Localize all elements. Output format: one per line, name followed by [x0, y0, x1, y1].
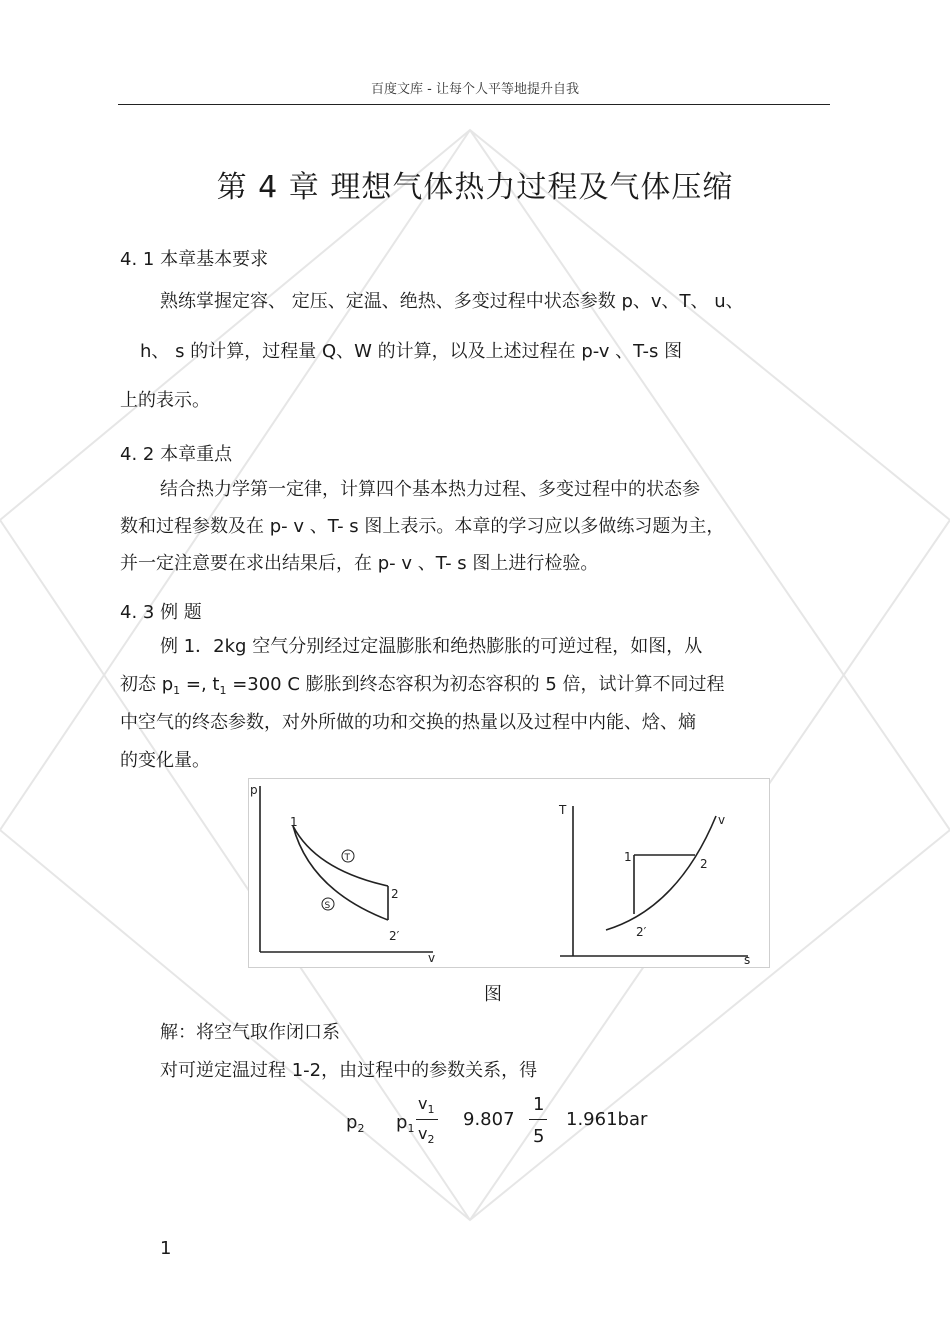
figure-caption: 图: [484, 984, 502, 1005]
page-number: 1: [160, 1238, 172, 1259]
paragraph-line: 结合热力学第一定律，计算四个基本热力过程、多变过程中的状态参: [160, 479, 700, 500]
paragraph-line: 的变化量。: [120, 750, 210, 771]
paragraph-line: 初态 $p_1$ =, $t_1 =300$ C 膨胀到终态容积为初态容积的 5 倍，试计算不同过程: [120, 674, 725, 697]
section-heading-4-2: 4. 2 本章重点: [120, 444, 233, 465]
pv-point-2-prime: 2′: [389, 929, 400, 943]
formula-lhs: $p_2$: [346, 1112, 365, 1135]
formula-p1: $p_1$: [396, 1112, 415, 1135]
paragraph-line: 中空气的终态参数，对外所做的功和交换的热量以及过程中内能、焓、熵: [120, 712, 696, 733]
formula-frac-num: 1: [533, 1094, 545, 1115]
section-heading-4-1: 4. 1 本章基本要求: [120, 249, 269, 270]
section-heading-4-3: 4. 3 例 题: [120, 602, 202, 623]
formula-value: 9.807: [463, 1109, 515, 1130]
pv-point-1: 1: [290, 815, 298, 829]
process-diagram-figure: [248, 778, 770, 968]
ts-point-2: 2: [700, 857, 708, 871]
paragraph-line: 解：将空气取作闭口系: [160, 1022, 340, 1043]
ts-y-axis-label: T: [559, 803, 567, 817]
pv-x-axis-label: v: [428, 951, 436, 965]
formula-result: 1.961bar: [566, 1109, 648, 1130]
pv-adiabatic-label: S: [324, 901, 331, 911]
chapter-title: 第 4 章 理想气体热力过程及气体压缩: [216, 170, 734, 205]
paragraph-line: 例 1．2kg 空气分别经过定温膨胀和绝热膨胀的可逆过程，如图，从: [160, 636, 703, 657]
fraction-bar: [529, 1119, 547, 1120]
paragraph-line: 对可逆定温过程 1-2，由过程中的参数关系，得: [160, 1060, 538, 1081]
paragraph-line: 数和过程参数及在 p- v 、T- s 图上表示。本章的学习应以多做练习题为主，: [120, 516, 725, 537]
paragraph-line: 上的表示。: [120, 390, 210, 411]
ts-point-2-prime: 2′: [636, 925, 647, 939]
ts-x-axis-label: s: [744, 953, 751, 967]
header-rule: [118, 104, 830, 105]
ts-isochore-label: v: [718, 813, 726, 827]
fraction-bar: [416, 1119, 438, 1120]
paragraph-line: h、 s 的计算，过程量 Q、W 的计算，以及上述过程在 p-v 、T-s 图: [140, 341, 683, 362]
paragraph-line: 熟练掌握定容、 定压、定温、绝热、多变过程中状态参数 p、v、T、 u、: [160, 291, 744, 312]
ts-point-1: 1: [624, 850, 632, 864]
formula-frac-den: 5: [533, 1126, 545, 1147]
page-header: 百度文库 - 让每个人平等地提升自我: [371, 82, 579, 97]
pv-point-2: 2: [391, 887, 399, 901]
formula-v2: $v_2$: [418, 1124, 435, 1146]
pv-y-axis-label: p: [250, 783, 258, 797]
pv-isothermal-label: T: [344, 853, 350, 863]
paragraph-line: 并一定注意要在求出结果后，在 p- v 、T- s 图上进行检验。: [120, 553, 599, 574]
formula-v1: $v_1$: [418, 1094, 435, 1116]
